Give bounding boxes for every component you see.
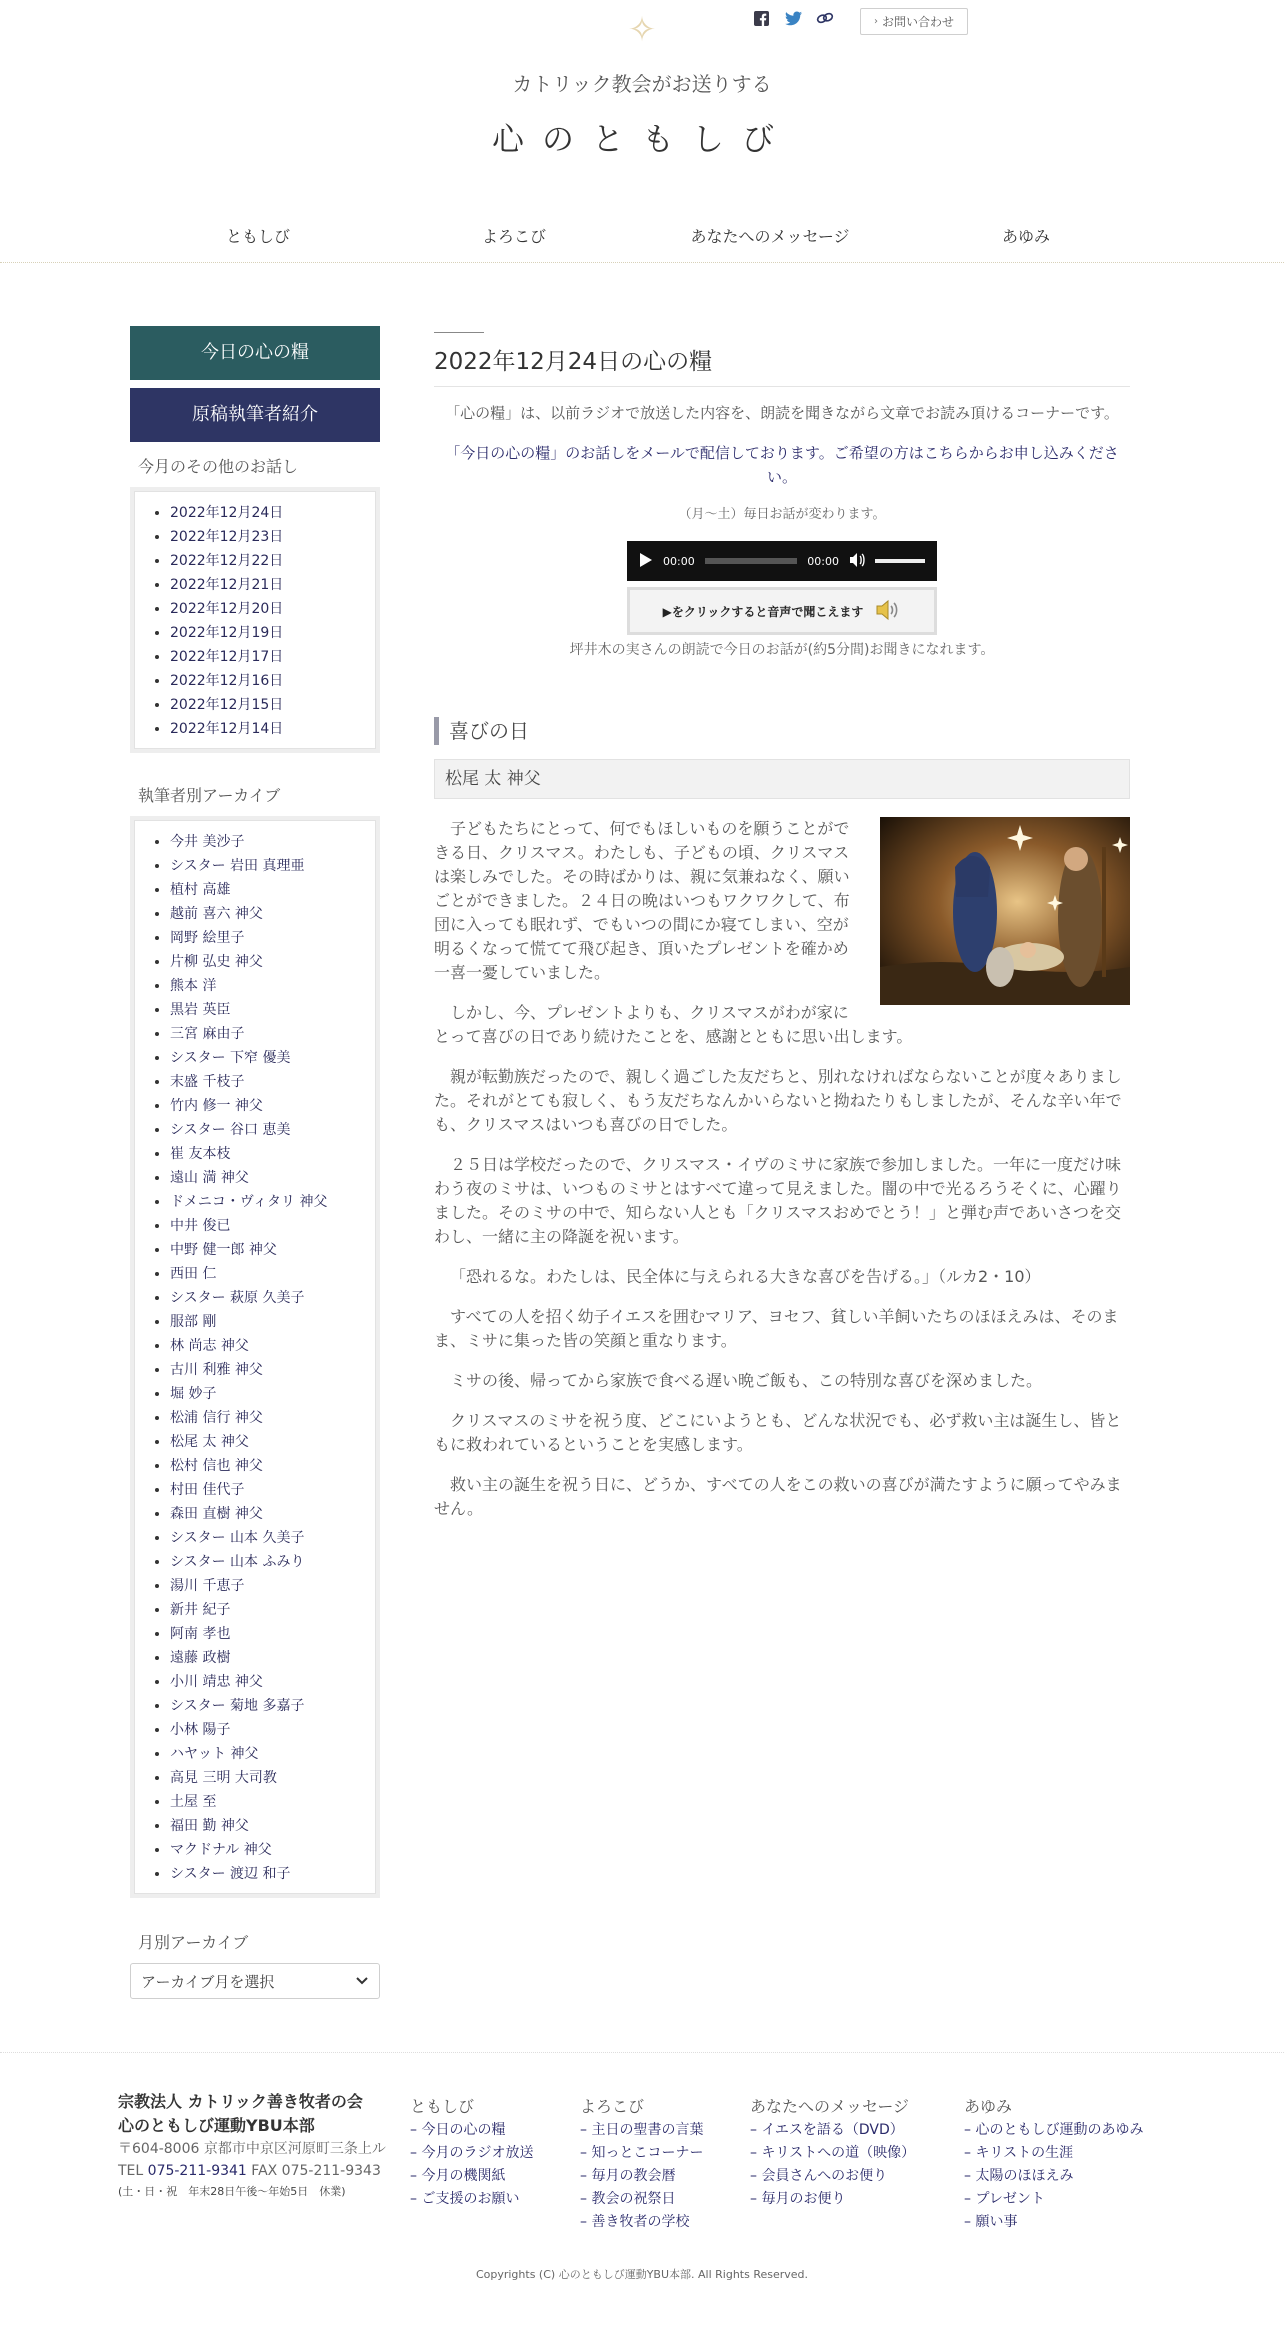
intro-text: 「心の糧」は、以前ラジオで放送した内容を、朗読を聞きながら文章でお読み頂けるコーナーです。: [445, 404, 1119, 422]
writer-archive-link[interactable]: • 今井 美沙子: [170, 830, 368, 854]
chevron-right-icon: ›: [873, 16, 878, 27]
writer-archive-link[interactable]: • 湯川 千恵子: [170, 1574, 368, 1598]
archive-select-value: アーカイブ月を選択: [141, 1972, 275, 1991]
footer-link[interactable]: – 教会の祝祭日: [580, 2191, 676, 2207]
fax-number: FAX 075-211-9343: [251, 2163, 381, 2179]
writer-archive-link[interactable]: • 岡野 絵里子: [170, 926, 368, 950]
writer-archive-link[interactable]: • 新井 紀子: [170, 1598, 368, 1622]
month-story-link[interactable]: • 2022年12月15日: [170, 693, 368, 717]
story-paragraph: クリスマスのミサを祝う度、どこにいようとも、どんな状況でも、必ず救い主は誕生し、皆ともに救われているということを実感します。: [434, 1411, 1122, 1454]
writer-archive-link[interactable]: • 西田 仁: [170, 1262, 368, 1286]
org-name: 宗教法人 カトリック善き牧者の会: [118, 2092, 363, 2111]
page-title: 2022年12月24日の心の糧: [434, 343, 1130, 387]
story-paragraph: すべての人を招く幼子イエスを囲むマリア、ヨセフ、貧しい羊飼いたちのほほえみは、そのまま、ミサに集った皆の笑顔と重なります。: [434, 1307, 1119, 1350]
writer-archive-box: [130, 816, 380, 1898]
writer-archive-heading: 執筆者別アーカイブ: [138, 786, 281, 805]
writer-archive-link[interactable]: • 堀 妙子: [170, 1382, 368, 1406]
business-hours: (土・日・祝 年末28日午後〜年始5日 休業): [118, 2185, 346, 2198]
sidebar: [130, 326, 380, 1999]
writer-archive-link[interactable]: • 竹内 修一 神父: [170, 1094, 368, 1118]
total-time: 00:00: [807, 554, 839, 568]
writer-archive-link[interactable]: • 土屋 至: [170, 1790, 368, 1814]
contact-button[interactable]: [860, 8, 968, 35]
play-icon[interactable]: [639, 552, 653, 571]
footer-column: [410, 2094, 533, 2211]
footer-link[interactable]: – イエスを語る（DVD）: [750, 2122, 904, 2138]
month-story-link[interactable]: • 2022年12月23日: [170, 525, 368, 549]
writer-archive-link[interactable]: • シスター 渡辺 和子: [170, 1862, 368, 1886]
site-header: [0, 0, 1284, 262]
writer-archive-link[interactable]: • 松浦 信行 神父: [170, 1406, 368, 1430]
story-paragraph: しかし、今、プレゼントよりも、クリスマスがわが家にとって喜びの日であり続けたことを、感謝とともに思い出します。: [434, 1003, 913, 1046]
story-paragraph: 「恐れるな。わたしは、民全体に与えられる大きな喜びを告げる。」（ルカ2・10）: [450, 1267, 1041, 1286]
volume-slider[interactable]: [875, 559, 925, 563]
footer-link[interactable]: – 主日の聖書の言葉: [580, 2122, 704, 2138]
writer-archive-link[interactable]: • 熊本 洋: [170, 974, 368, 998]
tel-number[interactable]: 075-211-9341: [147, 2163, 247, 2179]
reader-note: 坪井木の実さんの朗読で今日のお話が(約5分間)お聞きになれます。: [569, 642, 995, 658]
story-paragraph: 救い主の誕生を祝う日に、どうか、すべての人をこの救いの喜びが満たすように願ってやみません。: [434, 1475, 1122, 1518]
writer-archive-link[interactable]: • シスター 谷口 恵美: [170, 1118, 368, 1142]
org-name-2: 心のともしび運動YBU本部: [118, 2116, 315, 2135]
writer-archive-link[interactable]: • シスター 菊地 多嘉子: [170, 1694, 368, 1718]
archive-month-select[interactable]: [130, 1963, 380, 1999]
footer-link[interactable]: – 知っとこコーナー: [580, 2145, 704, 2161]
footer-link[interactable]: – 願い事: [964, 2214, 1018, 2230]
footer-column-heading[interactable]: ともしび: [410, 2097, 475, 2116]
speaker-icon: [875, 598, 901, 625]
listen-label: ▶をクリックすると音声で聞こえます: [662, 604, 864, 619]
writer-archive-link[interactable]: • 中井 俊已: [170, 1214, 368, 1238]
writer-archive-link[interactable]: • 服部 剛: [170, 1310, 368, 1334]
footer-link[interactable]: – キリストへの道（映像）: [750, 2145, 916, 2161]
chevron-down-icon: [355, 1972, 369, 1990]
month-story-link[interactable]: • 2022年12月17日: [170, 645, 368, 669]
month-stories-box: [130, 487, 380, 753]
star-ornament-icon: ✧: [627, 10, 657, 50]
story-paragraph: ミサの後、帰ってから家族で食べる遅い晩ご飯も、この特別な喜びを深めました。: [450, 1371, 1043, 1390]
writer-archive-link[interactable]: • 黒岩 英臣: [170, 998, 368, 1022]
writers-intro-button[interactable]: 原稿執筆者紹介: [130, 388, 380, 442]
writer-archive-link[interactable]: • 遠山 満 神父: [170, 1166, 368, 1190]
writer-archive-link[interactable]: • 小林 陽子: [170, 1718, 368, 1742]
writer-archive-link[interactable]: • 松村 信也 神父: [170, 1454, 368, 1478]
writer-archive-link[interactable]: • シスター 山本 ふみり: [170, 1550, 368, 1574]
month-story-link[interactable]: • 2022年12月20日: [170, 597, 368, 621]
footer-link[interactable]: – 会員さんへのお便り: [750, 2168, 888, 2184]
writer-archive-link[interactable]: • ドメニコ・ヴィタリ 神父: [170, 1190, 368, 1214]
copyright: Copyrights (C) 心のともしび運動YBU本部. All Rights Reserved.: [475, 2268, 809, 2281]
writer-archive-link[interactable]: • 越前 喜六 神父: [170, 902, 368, 926]
footer-column: [964, 2094, 1143, 2234]
facebook-icon[interactable]: [752, 9, 770, 27]
social-links: [752, 9, 834, 27]
nav-item-ayumi[interactable]: あゆみ: [1001, 227, 1050, 246]
monthly-archive-heading: 月別アーカイブ: [138, 1933, 249, 1952]
header-divider: [0, 262, 1284, 264]
writer-archive-link[interactable]: • シスター 下窄 優美: [170, 1046, 368, 1070]
writer-archive-link[interactable]: • 遠藤 政樹: [170, 1646, 368, 1670]
writer-archive-link[interactable]: • シスター 萩原 久美子: [170, 1286, 368, 1310]
volume-icon[interactable]: [849, 552, 865, 571]
footer-link[interactable]: – 今月の機関紙: [410, 2168, 506, 2184]
listen-audio-button[interactable]: [627, 587, 937, 635]
writer-archive-link[interactable]: • 森田 直樹 神父: [170, 1502, 368, 1526]
mail-signup-link[interactable]: 「今日の心の糧」のお話しをメールで配信しております。ご希望の方はこちらからお申し込みください。: [445, 444, 1119, 486]
writer-archive-link[interactable]: • 松尾 太 神父: [170, 1430, 368, 1454]
site-title[interactable]: 心のともしび: [491, 120, 792, 158]
month-story-link[interactable]: • 2022年12月22日: [170, 549, 368, 573]
story-paragraph: 親が転勤族だったので、親しく過ごした友だちと、別れなければならないことが度々ありました。それがとても寂しく、もう友だちなんかいらないと拗ねたりもしましたが、そんな辛い年でも、クリスマスはいつも喜びの日でした。: [434, 1067, 1122, 1134]
footer-column-heading[interactable]: あなたへのメッセージ: [750, 2097, 910, 2116]
footer-column: [580, 2094, 703, 2234]
author-name[interactable]: 松尾 太 神父: [434, 759, 1130, 799]
writer-archive-link[interactable]: • 高見 三明 大司教: [170, 1766, 368, 1790]
today-kokoro-button[interactable]: 今日の心の糧: [130, 326, 380, 380]
footer-link[interactable]: – 今日の心の糧: [410, 2122, 506, 2138]
footer-link[interactable]: – 心のともしび運動のあゆみ: [964, 2122, 1144, 2138]
writer-archive-link[interactable]: • 三宮 麻由子: [170, 1022, 368, 1046]
writer-archive-link[interactable]: • 村田 佳代子: [170, 1478, 368, 1502]
writer-archive-link[interactable]: • マクドナル 神父: [170, 1838, 368, 1862]
footer-link[interactable]: – 善き牧者の学校: [580, 2214, 690, 2230]
footer-link[interactable]: – 太陽のほほえみ: [964, 2168, 1074, 2184]
contact-label: お問い合わせ: [881, 15, 954, 29]
writer-archive-link[interactable]: • シスター 岩田 真理亜: [170, 854, 368, 878]
writer-archive-link[interactable]: • 片柳 弘史 神父: [170, 950, 368, 974]
writer-archive-link[interactable]: • 中野 健一郎 神父: [170, 1238, 368, 1262]
month-story-link[interactable]: • 2022年12月14日: [170, 717, 368, 741]
progress-bar[interactable]: [705, 558, 798, 564]
writer-archive-list: [142, 830, 368, 1886]
nav-item-tomoshibi[interactable]: ともしび: [225, 227, 290, 246]
story-paragraph: ２５日は学校だったので、クリスマス・イヴのミサに家族で参加しました。一年に一度だけ味わう夜のミサは、いつものミサとはすべて違って見えました。闇の中で光るろうそくに、心躍りました。そのミサの中で、知らない人とも「クリスマスおめでとう！」と弾む声であいさつを交わし、一緒に主の降誕を祝います。: [434, 1155, 1122, 1246]
global-nav: [130, 224, 1154, 247]
main-content: [434, 332, 1130, 1537]
footer-column-heading[interactable]: よろこび: [580, 2097, 645, 2116]
story-paragraph: 子どもたちにとって、何でもほしいものを願うことができる日、クリスマス。わたしも、子どもの頃、クリスマスは楽しみでした。その時ばかりは、親に気兼ねなく、願いごとができました。２４日の晩はいつもワクワクして、布団に入っても眠れず、でもいつの間にか寝てしまい、空が明るくなって慌てて飛び起き、頂いたプレゼントを確かめ一喜一憂していました。: [434, 819, 850, 982]
writer-archive-link[interactable]: • シスター 山本 久美子: [170, 1526, 368, 1550]
writer-archive-link[interactable]: • 古川 利雅 神父: [170, 1358, 368, 1382]
story-body: [434, 817, 1130, 1521]
nativity-scene-image: [880, 817, 1130, 1005]
tel-label: TEL: [118, 2163, 144, 2179]
twitter-icon[interactable]: [784, 9, 802, 27]
org-address: 〒604-8006 京都市中京区河原町三条上ル: [118, 2141, 386, 2157]
writer-archive-link[interactable]: • 福田 勤 神父: [170, 1814, 368, 1838]
month-stories-list: [142, 501, 368, 741]
footer-column-heading[interactable]: あゆみ: [964, 2097, 1013, 2116]
footer-link[interactable]: – キリストの生涯: [964, 2145, 1074, 2161]
footer-divider: [0, 2052, 1284, 2053]
org-phone: [118, 2160, 388, 2182]
month-stories-heading: 今月のその他のお話し: [138, 457, 299, 476]
link-icon[interactable]: [816, 9, 834, 27]
writer-archive-link[interactable]: • 崔 友本枝: [170, 1142, 368, 1166]
writer-archive-link[interactable]: • 末盛 千枝子: [170, 1070, 368, 1094]
nav-item-message[interactable]: あなたへのメッセージ: [690, 227, 850, 246]
footer-link[interactable]: – 今月のラジオ放送: [410, 2145, 534, 2161]
daily-note: （月～土）毎日お話が変わります。: [678, 507, 886, 522]
audio-player: [627, 541, 937, 581]
footer-link[interactable]: – ご支援のお願い: [410, 2191, 520, 2207]
org-info: [118, 2090, 388, 2202]
writer-archive-link[interactable]: • 植村 高雄: [170, 878, 368, 902]
writer-archive-link[interactable]: • 林 尚志 神父: [170, 1334, 368, 1358]
writer-archive-link[interactable]: • 阿南 孝也: [170, 1622, 368, 1646]
month-story-link[interactable]: • 2022年12月24日: [170, 501, 368, 525]
footer-link[interactable]: – 毎月のお便り: [750, 2191, 846, 2207]
month-story-link[interactable]: • 2022年12月19日: [170, 621, 368, 645]
nav-item-yorokobi[interactable]: よろこび: [481, 227, 546, 246]
footer-link[interactable]: – プレゼント: [964, 2191, 1045, 2207]
month-story-link[interactable]: • 2022年12月21日: [170, 573, 368, 597]
site-tagline: カトリック教会がお送りする: [512, 72, 772, 96]
footer-column: [750, 2094, 915, 2211]
title-accent-line: [434, 332, 484, 333]
story-title: 喜びの日: [434, 717, 1130, 745]
writer-archive-link[interactable]: • 小川 靖忠 神父: [170, 1670, 368, 1694]
current-time: 00:00: [663, 554, 695, 568]
footer-link[interactable]: – 毎月の教会暦: [580, 2168, 676, 2184]
month-story-link[interactable]: • 2022年12月16日: [170, 669, 368, 693]
writer-archive-link[interactable]: • ハヤット 神父: [170, 1742, 368, 1766]
